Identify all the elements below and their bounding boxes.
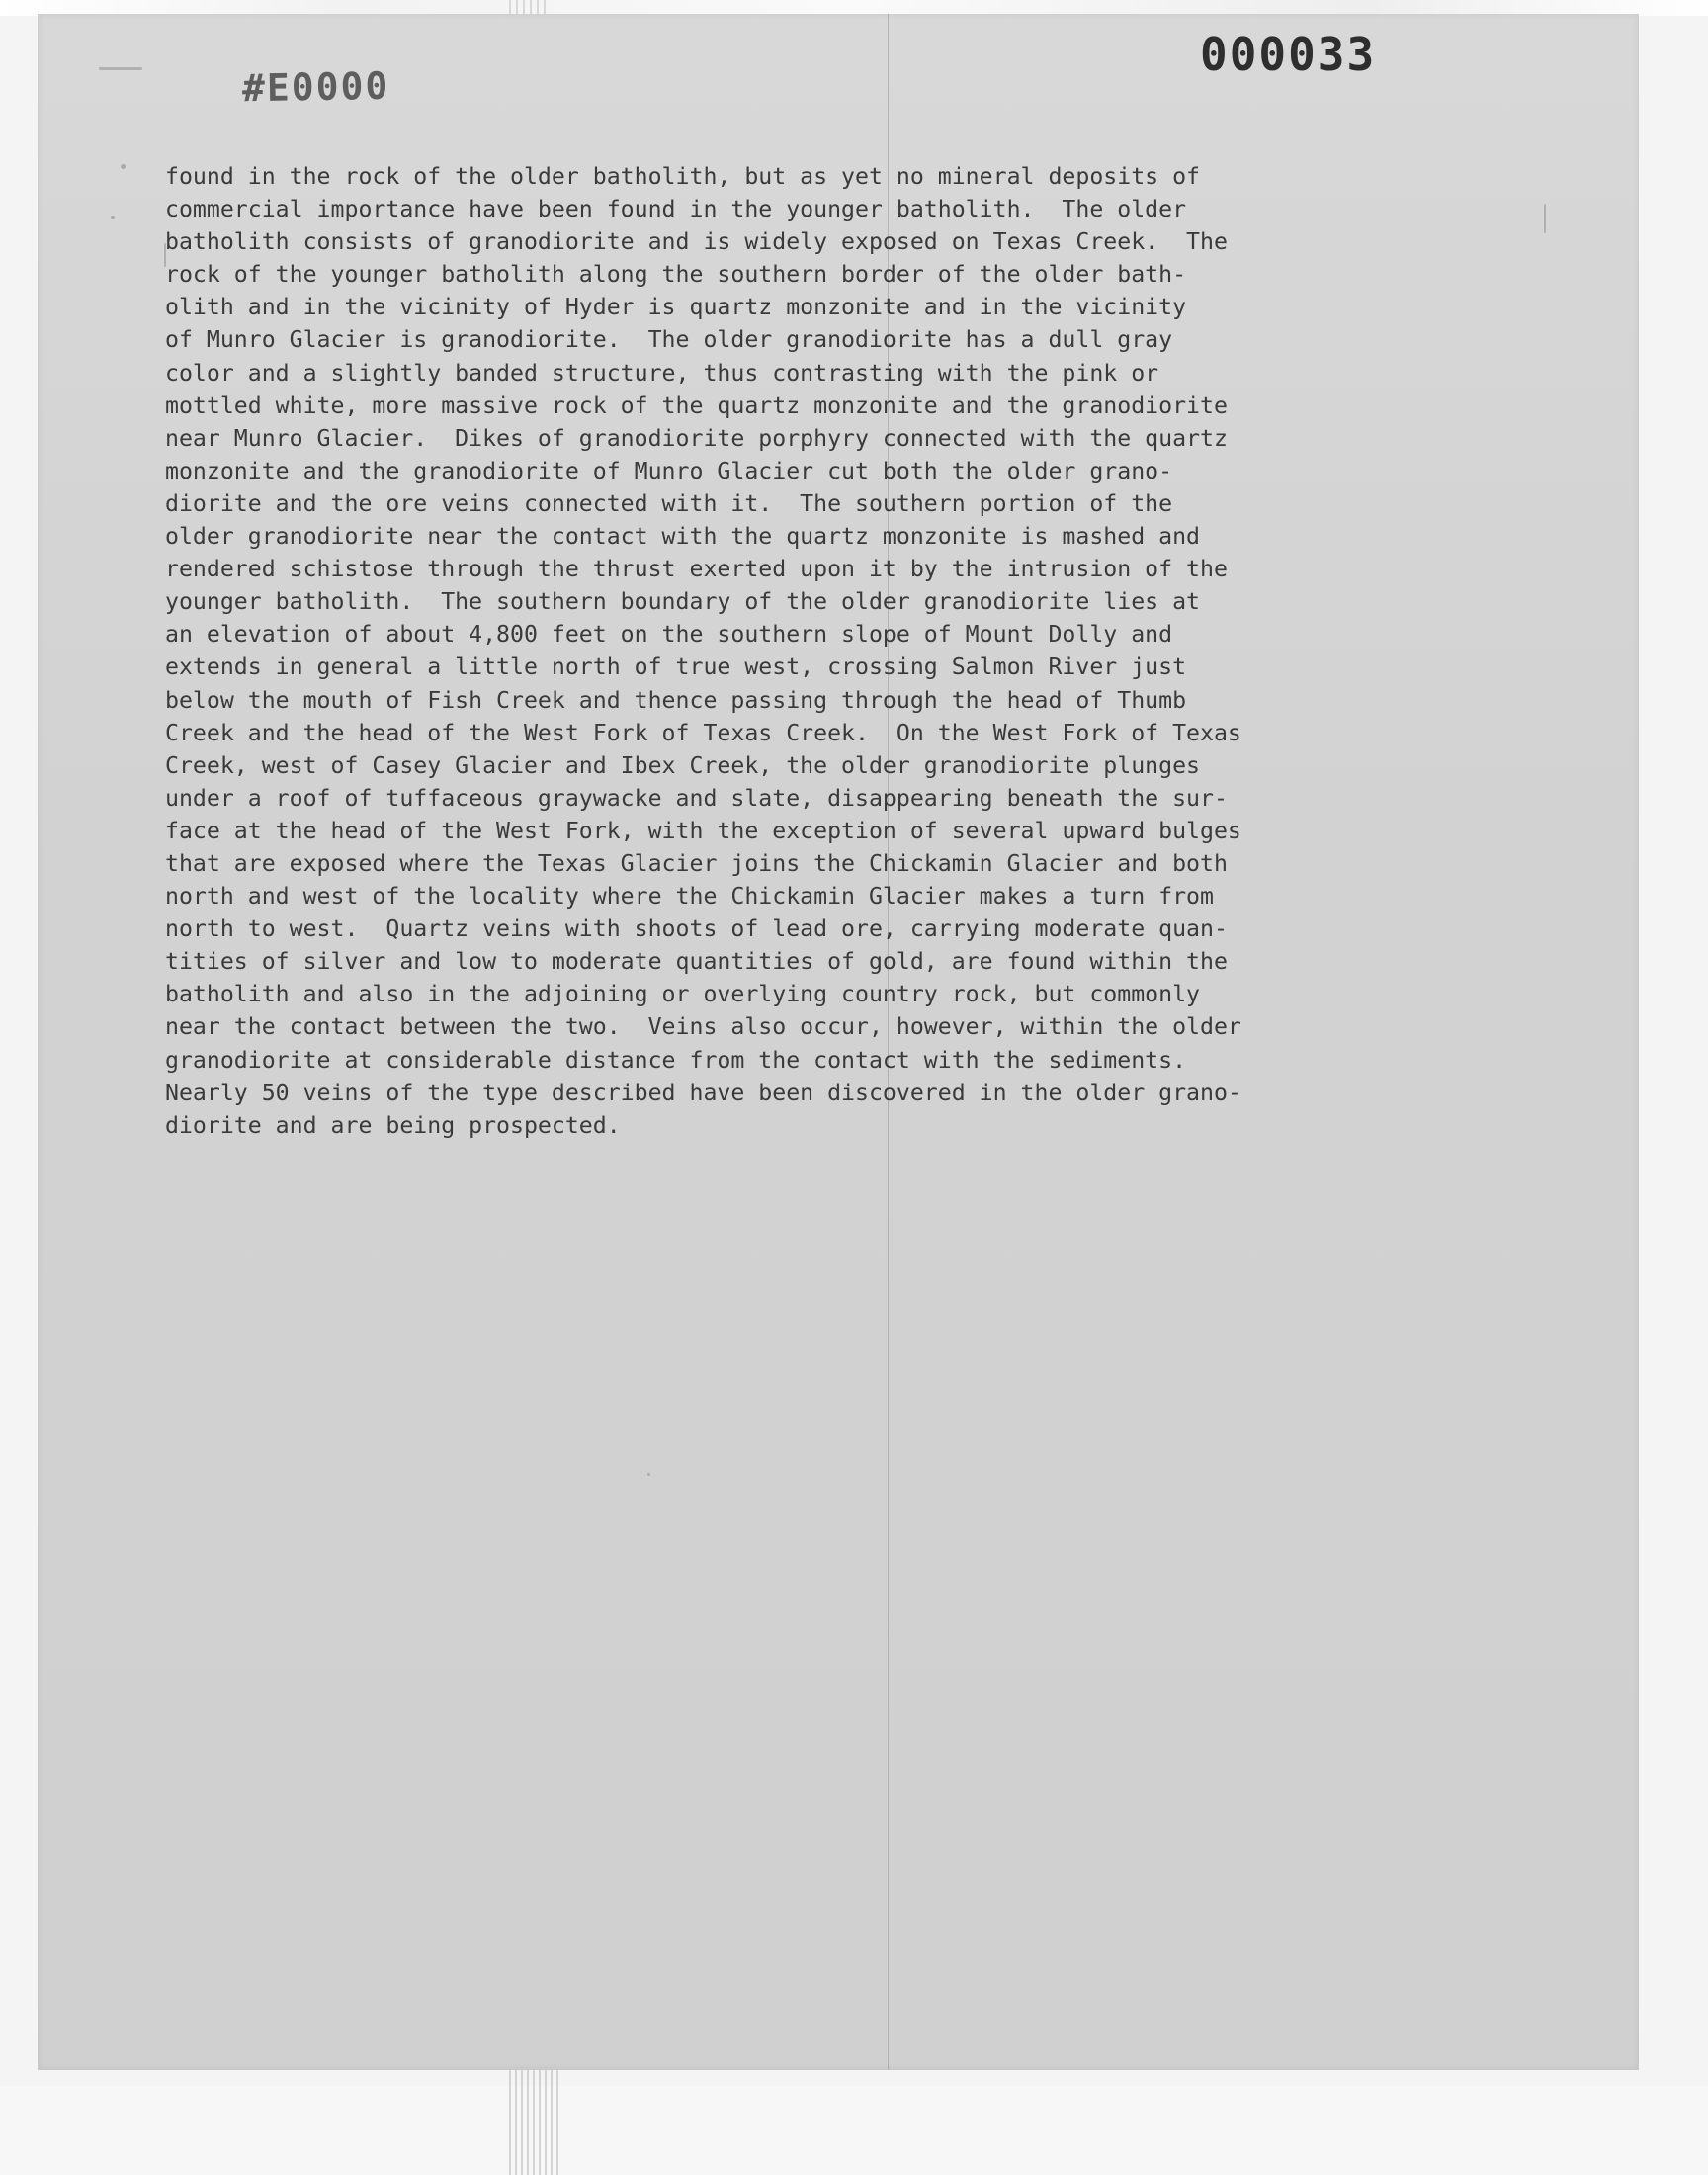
text-line: near Munro Glacier. Dikes of granodiorite porphyry connected with the quartz (165, 424, 1228, 452)
text-line: near the contact between the two. Veins also occur, however, within the older (165, 1013, 1241, 1041)
text-line: Creek, west of Casey Glacier and Ibex Creek, the older granodiorite plunges (165, 751, 1201, 779)
dust-speck (647, 1473, 650, 1476)
scanner-marks-bottom (509, 2070, 558, 2175)
body-text (165, 160, 1241, 1142)
scan-bottom-edge (0, 2086, 1708, 2175)
text-line: color and a slightly banded structure, thus contrasting with the pink or (165, 359, 1159, 387)
dust-speck (1544, 204, 1546, 233)
text-line: north and west of the locality where the Chickamin Glacier makes a turn from (165, 883, 1214, 911)
text-line: granodiorite at considerable distance from the contact with the sediments. (165, 1046, 1187, 1074)
text-line: commercial importance have been found in the younger batholith. The older (165, 196, 1187, 223)
text-line: extends in general a little north of true west, crossing Salmon River just (165, 653, 1187, 681)
text-line: rendered schistose through the thrust exerted upon it by the intrusion of the (165, 556, 1228, 583)
page-number-stamp: 000033 (1200, 28, 1377, 81)
text-line: that are exposed where the Texas Glacier joins the Chickamin Glacier and both (165, 849, 1228, 877)
text-line: diorite and the ore veins connected with it. The southern portion of the (165, 489, 1173, 517)
text-line: younger batholith. The southern boundary of the older granodiorite lies at (165, 588, 1201, 616)
text-line: found in the rock of the older batholith, but as yet no mineral deposits of (165, 163, 1201, 190)
dust-speck (99, 67, 142, 70)
text-line: monzonite and the granodiorite of Munro Glacier cut both the older grano- (165, 457, 1173, 484)
text-line: batholith and also in the adjoining or overlying country rock, but commonly (165, 981, 1201, 1008)
text-line: an elevation of about 4,800 feet on the southern slope of Mount Dolly and (165, 621, 1173, 649)
text-line: face at the head of the West Fork, with the exception of several upward bulges (165, 817, 1241, 844)
text-line: north to west. Quartz veins with shoots of lead ore, carrying moderate quan- (165, 915, 1228, 943)
dust-speck (111, 216, 115, 219)
scanner-marks-top (509, 0, 549, 14)
text-line: tities of silver and low to moderate quantities of gold, are found within the (165, 948, 1228, 976)
text-line: diorite and are being prospected. (165, 1111, 621, 1139)
text-line: Creek and the head of the West Fork of Texas Creek. On the West Fork of Texas (165, 719, 1241, 746)
text-line: rock of the younger batholith along the southern border of the older bath- (165, 261, 1187, 289)
text-line: olith and in the vicinity of Hyder is quartz monzonite and in the vicinity (165, 294, 1187, 321)
text-line: older granodiorite near the contact with the quartz monzonite is mashed and (165, 523, 1201, 551)
dust-speck (121, 164, 126, 169)
text-line: Nearly 50 veins of the type described have been discovered in the older grano- (165, 1079, 1241, 1106)
text-line: mottled white, more massive rock of the quartz monzonite and the granodiorite (165, 392, 1228, 419)
text-line: below the mouth of Fish Creek and thence passing through the head of Thumb (165, 686, 1187, 714)
text-line: under a roof of tuffaceous graywacke and slate, disappearing beneath the sur- (165, 784, 1228, 812)
stamp-left: #E0000 (241, 63, 390, 111)
text-line: batholith consists of granodiorite and is widely exposed on Texas Creek. The (165, 228, 1228, 256)
text-line: of Munro Glacier is granodiorite. The older granodiorite has a dull gray (165, 326, 1173, 354)
